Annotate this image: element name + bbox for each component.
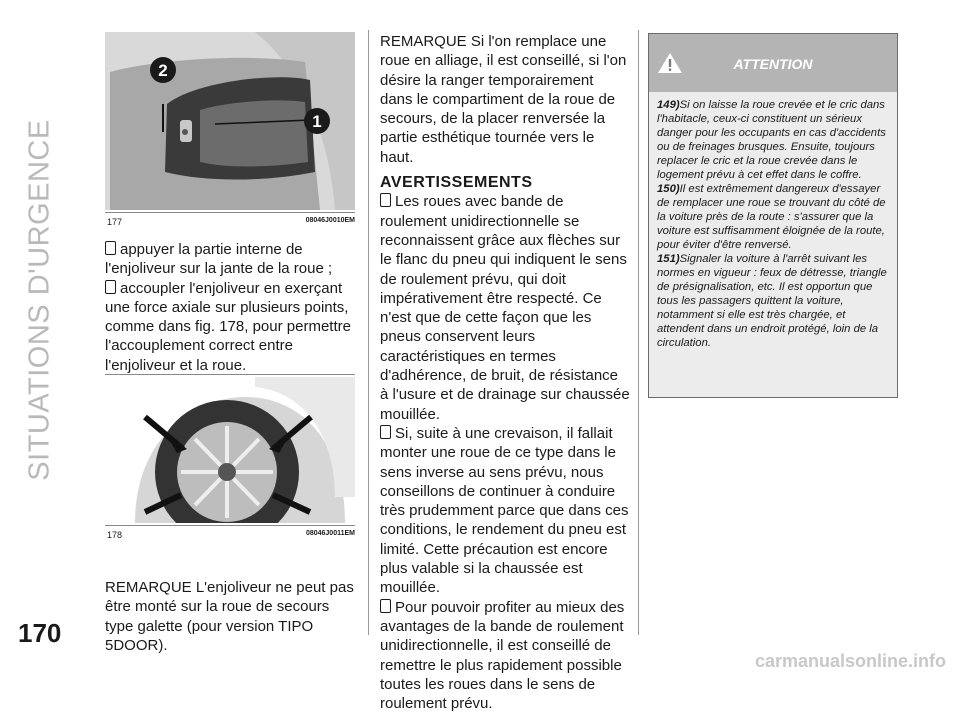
warning-body (649, 92, 897, 350)
figure-177-illustration (105, 32, 355, 210)
column-divider-1 (368, 30, 369, 635)
note-text: Si on laisse la roue crevée et le cric dans l'habitacle, ceux-ci constituent un sérieux danger pour les occupants en cas d'accidents ou de freinages brusques. Ensuite, toujours replacer le cric et la roue crevée dans le logement prévu à cet effet dans le coffre. (657, 99, 886, 181)
note-text: Signaler la voiture à l'arrêt suivant les normes en vigueur : feux de détresse, triangle de présignalisation, etc. Il est opportun que tous les passagers quittent la voiture, notamment si elle est très chargée, et attendent dans un endroit protégé, loin de la circulation. (657, 253, 887, 349)
figure-178-caption (105, 525, 355, 544)
bullet-item: Pour pouvoir profiter au mieux des avantages de la bande de roulement unidirectionnelle, il est conseillé de remettre le plus rapidement possible toutes les roues dans le sens de roulement prévu. (380, 598, 630, 713)
warning-header (649, 34, 897, 92)
figure-number: 178 (107, 530, 123, 540)
bullet-item: accoupler l'enjoliveur en exerçant une force axiale sur plusieurs points, comme dans fig. 178, pour permettre l'accouplement correct entre l'enjoliveur et la roue. (105, 279, 357, 375)
callout-2: 2 (158, 61, 168, 80)
remark-text: REMARQUE L'enjoliveur ne peut pas être monté sur la roue de secours type galette (pour version TIPO 5DOOR). (105, 579, 354, 654)
figure-number: 177 (107, 217, 123, 227)
note-number: 149) (657, 99, 680, 111)
figure-178 (105, 374, 355, 544)
column-divider-2 (638, 30, 639, 635)
figure-code: 08046J0011EM (305, 530, 355, 537)
bullet-item: Si, suite à une crevaison, il fallait monter une roue de ce type dans le sens inverse au sens prévu, nous conseillons de continuer à conduire très prudemment parce que dans ces conditions, le rendement du pneu est limité. Cette précaution est encore plus valable si la chaussée est mouillée. (380, 424, 629, 597)
figure-177-caption (105, 212, 355, 231)
bullet-item: Les roues avec bande de roulement unidirectionnelle se reconnaissent grâce aux flèches sur le flanc du pneu qui indiquent le sens de roulement prévu, qui doit impérativement être respecté. Ce n'est que de cette façon que les pneus conservent leurs caractéristiques en termes d'adhérence, de bruit, de résistance à l'usure et de drainage sur chaussée mouillée. (380, 193, 630, 423)
figure-178-illustration (105, 377, 355, 523)
note-number: 150) (657, 183, 680, 195)
section-title: SITUATIONS D'URGENCE (23, 119, 56, 481)
callout-1: 1 (312, 112, 322, 131)
remark-text: REMARQUE Si l'on remplace une roue en alliage, il est conseillé, si l'on désire la ranger temporairement dans le compartiment de la roue de secours, de la placer renversée la partie esthétique tournée vers le haut. (380, 33, 627, 166)
warning-box (648, 33, 898, 398)
warning-title: ATTENTION (733, 56, 813, 72)
watermark: carmanualsonline.info (754, 651, 946, 671)
column-a-text (105, 240, 357, 375)
note-number: 151) (657, 253, 680, 265)
page-number: 170 (18, 618, 62, 648)
figure-code: 08046J0010EM (305, 217, 355, 224)
note-text: Il est extrêmement dangereux d'essayer de remplacer une roue se trouvant du côté de la voiture près de la route : s'assurer que la voiture est suffisamment éloignée de la route, pour éviter d'être renversé. (657, 183, 886, 251)
figure-177 (105, 32, 355, 231)
column-a-remark (105, 578, 357, 655)
bullet-item: appuyer la partie interne de l'enjoliveur sur la jante de la roue ; (105, 240, 357, 279)
column-b-text (380, 32, 630, 713)
section-heading: AVERTISSEMENTS (380, 174, 533, 192)
